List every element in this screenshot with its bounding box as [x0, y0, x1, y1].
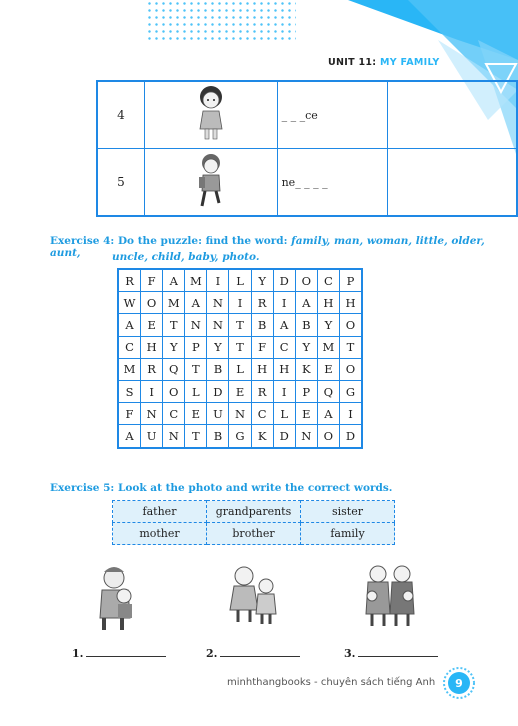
father-son-picture — [92, 562, 146, 634]
puzzle-cell[interactable]: N — [141, 403, 163, 425]
puzzle-cell[interactable]: B — [295, 314, 317, 336]
puzzle-cell[interactable]: T — [185, 358, 207, 380]
exercise4-title-cont: uncle, child, baby, photo. — [112, 251, 260, 263]
vocab-table — [96, 80, 518, 217]
puzzle-cell[interactable]: A — [273, 314, 295, 336]
puzzle-cell[interactable]: L — [229, 269, 251, 292]
puzzle-cell[interactable]: F — [118, 403, 141, 425]
puzzle-cell[interactable]: R — [251, 380, 273, 402]
puzzle-cell[interactable]: I — [141, 380, 163, 402]
puzzle-cell[interactable]: Y — [251, 269, 273, 292]
puzzle-cell[interactable]: C — [251, 403, 273, 425]
puzzle-cell[interactable]: C — [118, 336, 141, 358]
puzzle-cell[interactable]: M — [118, 358, 141, 380]
row-number: 5 — [97, 149, 144, 217]
puzzle-cell[interactable]: Y — [207, 336, 229, 358]
puzzle-cell[interactable]: W — [118, 292, 141, 314]
puzzle-cell[interactable]: N — [207, 314, 229, 336]
exercise4-title: Exercise 4: Do the puzzle: find the word: family, man, woman, little, older, aunt, — [50, 235, 485, 259]
puzzle-cell[interactable]: D — [339, 425, 362, 448]
footer-text: minhthangbooks - chuyên sách tiếng Anh — [227, 677, 436, 688]
puzzle-cell[interactable]: O — [295, 269, 317, 292]
puzzle-row — [118, 292, 362, 314]
puzzle-cell[interactable]: T — [163, 314, 185, 336]
puzzle-cell[interactable]: I — [339, 403, 362, 425]
row-number: 4 — [97, 81, 144, 149]
puzzle-cell[interactable]: G — [339, 380, 362, 402]
puzzle-cell[interactable]: S — [118, 380, 141, 402]
puzzle-cell[interactable]: H — [339, 292, 362, 314]
answer-3[interactable]: 3. — [344, 646, 438, 660]
puzzle-cell[interactable]: P — [295, 380, 317, 402]
puzzle-cell[interactable]: H — [251, 358, 273, 380]
puzzle-cell[interactable]: I — [229, 292, 251, 314]
puzzle-cell[interactable]: B — [207, 425, 229, 448]
word-bank-item: sister — [301, 501, 395, 523]
family-picture — [356, 562, 424, 628]
puzzle-cell[interactable]: E — [141, 314, 163, 336]
puzzle-cell[interactable]: O — [141, 292, 163, 314]
unit-title: UNIT 11: MY FAMILY — [328, 57, 440, 68]
puzzle-cell[interactable]: P — [185, 336, 207, 358]
puzzle-cell[interactable]: O — [339, 358, 362, 380]
puzzle-cell[interactable]: Q — [163, 358, 185, 380]
puzzle-cell[interactable]: H — [273, 358, 295, 380]
puzzle-row — [118, 403, 362, 425]
word-blank: ne_ _ _ _ — [277, 149, 388, 217]
puzzle-cell[interactable]: Q — [317, 380, 339, 402]
puzzle-cell[interactable]: O — [317, 425, 339, 448]
puzzle-cell[interactable]: Y — [295, 336, 317, 358]
puzzle-cell[interactable]: M — [185, 269, 207, 292]
puzzle-cell[interactable]: G — [229, 425, 251, 448]
word-bank-item: mother — [113, 523, 207, 545]
puzzle-cell[interactable]: E — [295, 403, 317, 425]
puzzle-row — [118, 336, 362, 358]
puzzle-row — [118, 425, 362, 448]
puzzle-cell[interactable]: N — [185, 314, 207, 336]
answer-cell[interactable] — [388, 81, 517, 149]
puzzle-cell[interactable]: M — [163, 292, 185, 314]
table-row — [97, 81, 517, 149]
puzzle-cell[interactable]: D — [273, 425, 295, 448]
puzzle-cell[interactable]: A — [185, 292, 207, 314]
word-search-grid — [117, 268, 363, 449]
svg-text:9: 9 — [455, 677, 463, 690]
word-bank-item: family — [301, 523, 395, 545]
puzzle-cell[interactable]: P — [339, 269, 362, 292]
puzzle-cell[interactable]: B — [207, 358, 229, 380]
answer-1[interactable]: 1. — [72, 646, 166, 660]
puzzle-cell[interactable]: N — [229, 403, 251, 425]
puzzle-cell[interactable]: E — [317, 358, 339, 380]
puzzle-cell[interactable]: A — [317, 403, 339, 425]
puzzle-cell[interactable]: O — [339, 314, 362, 336]
word-blank: _ _ _ce — [277, 81, 388, 149]
puzzle-cell[interactable]: A — [118, 425, 141, 448]
puzzle-cell[interactable]: B — [251, 314, 273, 336]
word-bank-item: brother — [207, 523, 301, 545]
puzzle-cell[interactable]: T — [229, 336, 251, 358]
boy-picture — [144, 149, 277, 217]
answer-2[interactable]: 2. — [206, 646, 300, 660]
puzzle-cell[interactable]: T — [229, 314, 251, 336]
puzzle-cell[interactable]: D — [273, 269, 295, 292]
puzzle-cell[interactable]: C — [317, 269, 339, 292]
puzzle-row — [118, 380, 362, 402]
puzzle-cell[interactable]: F — [141, 269, 163, 292]
word-bank — [112, 500, 395, 545]
puzzle-cell[interactable]: I — [273, 380, 295, 402]
puzzle-cell[interactable]: D — [207, 380, 229, 402]
puzzle-cell[interactable]: K — [295, 358, 317, 380]
puzzle-cell[interactable]: O — [163, 380, 185, 402]
puzzle-cell[interactable]: I — [273, 292, 295, 314]
puzzle-cell[interactable]: T — [339, 336, 362, 358]
word-bank-item: grandparents — [207, 501, 301, 523]
puzzle-cell[interactable]: L — [229, 358, 251, 380]
puzzle-cell[interactable]: Y — [163, 336, 185, 358]
puzzle-cell[interactable]: C — [273, 336, 295, 358]
puzzle-cell[interactable]: E — [185, 403, 207, 425]
puzzle-cell[interactable]: C — [163, 403, 185, 425]
puzzle-cell[interactable]: Y — [317, 314, 339, 336]
puzzle-cell[interactable]: T — [185, 425, 207, 448]
puzzle-row — [118, 358, 362, 380]
puzzle-cell[interactable]: L — [273, 403, 295, 425]
puzzle-cell[interactable]: H — [317, 292, 339, 314]
sisters-picture — [226, 562, 282, 628]
answer-cell[interactable] — [388, 149, 517, 217]
puzzle-cell[interactable]: E — [229, 380, 251, 402]
puzzle-row — [118, 314, 362, 336]
puzzle-cell[interactable]: A — [118, 314, 141, 336]
puzzle-cell[interactable]: I — [207, 269, 229, 292]
puzzle-cell[interactable]: F — [251, 336, 273, 358]
page-number-badge — [443, 667, 475, 699]
table-row — [97, 149, 517, 217]
puzzle-cell[interactable]: R — [141, 358, 163, 380]
puzzle-cell[interactable]: U — [207, 403, 229, 425]
puzzle-cell[interactable]: N — [163, 425, 185, 448]
puzzle-cell[interactable]: H — [141, 336, 163, 358]
puzzle-row — [118, 269, 362, 292]
puzzle-cell[interactable]: N — [295, 425, 317, 448]
puzzle-cell[interactable]: K — [251, 425, 273, 448]
puzzle-cell[interactable]: R — [118, 269, 141, 292]
girl-picture — [144, 81, 277, 149]
puzzle-cell[interactable]: N — [207, 292, 229, 314]
exercise5-title: Exercise 5: Look at the photo and write the correct words. — [50, 482, 393, 494]
dot-pattern — [146, 0, 296, 44]
puzzle-cell[interactable]: R — [251, 292, 273, 314]
puzzle-cell[interactable]: U — [141, 425, 163, 448]
word-bank-item: father — [113, 501, 207, 523]
puzzle-cell[interactable]: L — [185, 380, 207, 402]
puzzle-cell[interactable]: A — [295, 292, 317, 314]
puzzle-cell[interactable]: M — [317, 336, 339, 358]
puzzle-cell[interactable]: A — [163, 269, 185, 292]
